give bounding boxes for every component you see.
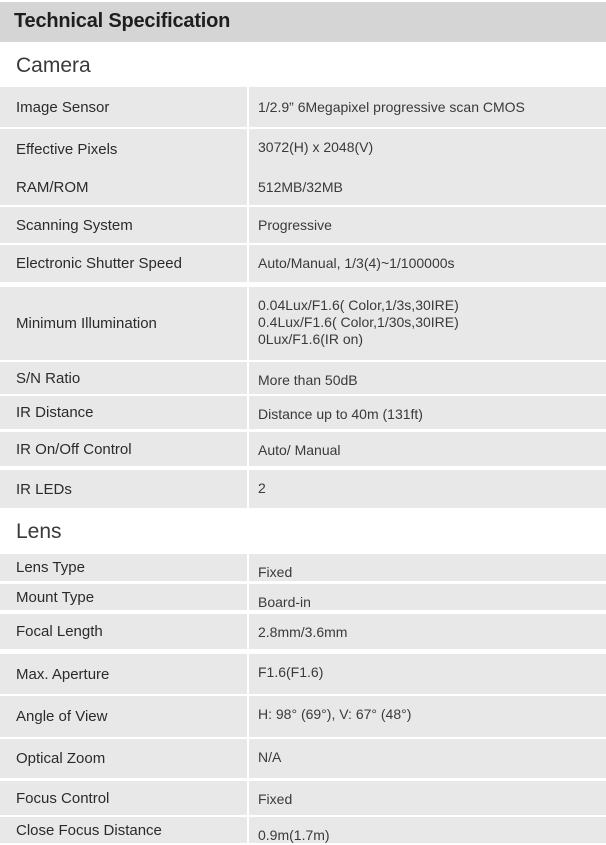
- spec-value: [249, 654, 606, 694]
- spec-label: Minimum Illumination: [0, 287, 247, 360]
- spec-value-line: Auto/ Manual: [258, 442, 341, 458]
- spec-value: [249, 614, 606, 649]
- spec-row: [0, 470, 606, 508]
- spec-value-line: More than 50dB: [258, 372, 358, 388]
- spec-value: [249, 554, 606, 581]
- spec-label: Electronic Shutter Speed: [0, 245, 247, 282]
- spec-label: S/N Ratio: [0, 362, 247, 394]
- section-heading-camera: Camera: [16, 54, 91, 77]
- spec-value: [249, 287, 606, 360]
- spec-value: [249, 245, 606, 282]
- spec-row: [0, 696, 606, 737]
- spec-value: [249, 739, 606, 778]
- spec-label: RAM/ROM: [0, 169, 247, 205]
- spec-row: [0, 362, 606, 394]
- spec-value: [249, 584, 606, 610]
- spec-row: [0, 554, 606, 581]
- spec-label: Focal Length: [0, 614, 247, 649]
- spec-label: Effective Pixels: [0, 129, 247, 170]
- spec-value-line: F1.6(F1.6): [258, 664, 324, 680]
- spec-value: [249, 781, 606, 815]
- spec-label: IR LEDs: [0, 470, 247, 508]
- spec-value-line: 1/2.9” 6Megapixel progressive scan CMOS: [258, 98, 525, 115]
- spec-value-line: 3072(H) x 2048(V): [258, 139, 374, 155]
- spec-value-line: Fixed: [258, 564, 293, 580]
- page-title: Technical Specification: [14, 10, 231, 32]
- spec-value-line: Distance up to 40m (131ft): [258, 406, 423, 422]
- spec-row: [0, 245, 606, 282]
- spec-value: [249, 207, 606, 243]
- spec-value-line: 0.4Lux/F1.6( Color,1/30s,30IRE): [258, 314, 459, 330]
- spec-value-line: Board-in: [258, 594, 311, 610]
- spec-label: IR Distance: [0, 396, 247, 429]
- spec-label: Lens Type: [0, 554, 247, 581]
- spec-row: [0, 817, 606, 843]
- section-heading-lens: Lens: [16, 520, 62, 543]
- spec-value: [249, 696, 606, 737]
- spec-label: Max. Aperture: [0, 654, 247, 694]
- spec-label: Focus Control: [0, 781, 247, 815]
- spec-row: [0, 614, 606, 649]
- spec-value: [249, 169, 606, 205]
- spec-row: [0, 432, 606, 466]
- spec-value-line: 0.9m(1.7m): [258, 827, 330, 843]
- spec-label: Image Sensor: [0, 87, 247, 127]
- spec-value-line: N/A: [258, 749, 282, 765]
- spec-value: [249, 129, 606, 170]
- spec-row: [0, 781, 606, 815]
- spec-label: Optical Zoom: [0, 739, 247, 778]
- title-bar: [0, 2, 606, 42]
- spec-row: [0, 207, 606, 243]
- spec-value-line: Fixed: [258, 791, 293, 807]
- spec-label: IR On/Off Control: [0, 432, 247, 466]
- spec-value-line: 0Lux/F1.6(IR on): [258, 331, 364, 347]
- spec-value-line: 2: [258, 480, 266, 496]
- spec-label: Angle of View: [0, 696, 247, 737]
- spec-value: [249, 432, 606, 466]
- spec-value-line: 512MB/32MB: [258, 179, 343, 195]
- spec-value: [249, 470, 606, 508]
- spec-value: [249, 817, 606, 843]
- spec-value-line: 0.04Lux/F1.6( Color,1/3s,30IRE): [258, 297, 459, 313]
- spec-value: [249, 87, 606, 127]
- spec-label: Mount Type: [0, 584, 247, 610]
- spec-row: [0, 287, 606, 360]
- spec-label: Scanning System: [0, 207, 247, 243]
- spec-value-line: H: 98° (69°), V: 67° (48°): [258, 706, 412, 722]
- spec-row: [0, 584, 606, 610]
- spec-value: [249, 396, 606, 429]
- spec-row: [0, 129, 606, 170]
- spec-row: [0, 654, 606, 694]
- spec-row: [0, 87, 606, 127]
- spec-row: [0, 739, 606, 778]
- spec-value-line: Progressive: [258, 217, 332, 233]
- spec-row: [0, 169, 606, 205]
- spec-value-line: Auto/Manual, 1/3(4)~1/100000s: [258, 255, 455, 271]
- spec-value: [249, 362, 606, 394]
- spec-value-line: 2.8mm/3.6mm: [258, 624, 348, 640]
- spec-label: Close Focus Distance: [0, 817, 247, 843]
- spec-row: [0, 396, 606, 429]
